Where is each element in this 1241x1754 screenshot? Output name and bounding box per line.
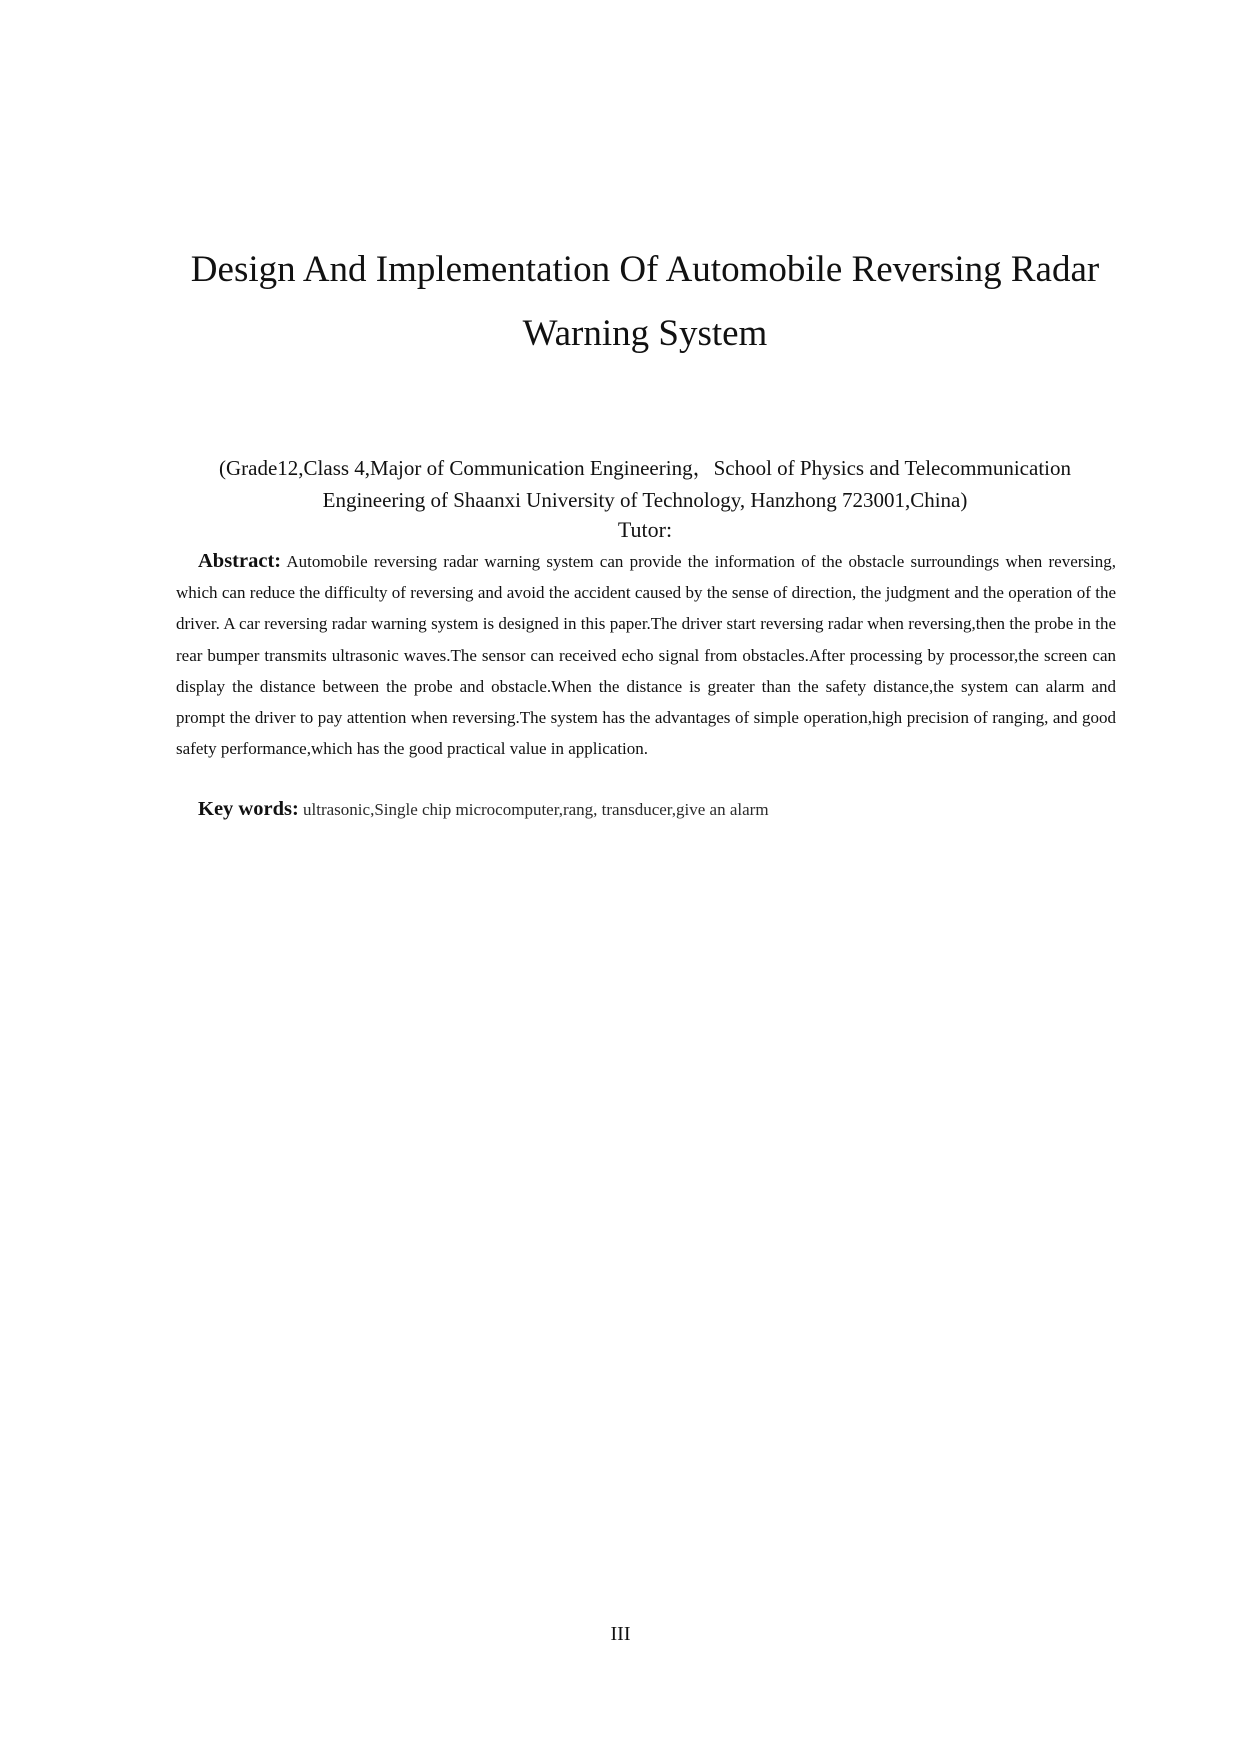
abstract-label: Abstract:: [198, 550, 282, 572]
page-number: III: [610, 1623, 631, 1645]
affiliation-line-1: (Grade12,Class 4,Major of Communication Engineering，School of Physics and Telecommunication: [219, 456, 1071, 480]
keywords-label: Key words:: [198, 798, 299, 820]
author-affiliation: [150, 452, 1140, 516]
abstract-paragraph: [176, 546, 1116, 764]
abstract-text: Automobile reversing radar warning system can provide the information of the obstacle surroundings when reversing, which can reduce the difficulty of reversing and avoid the accident caused by the sense of direction, the judgment and the operation of the driver. A car reversing radar warning system is designed in this paper.The driver start reversing radar when reversing,then the probe in the rear bumper transmits ultrasonic waves.The sensor can received echo signal from obstacles.After processing by processor,the screen can display the distance between the probe and obstacle.When the distance is greater than the safety distance,the system can alarm and prompt the driver to pay attention when reversing.The system has the advantages of simple operation,high precision of ranging, and good safety performance,which has the good practical value in application.: [176, 552, 1116, 759]
keywords-text: ultrasonic,Single chip microcomputer,rang, transducer,give an alarm: [303, 800, 769, 819]
keywords-paragraph: [176, 794, 1116, 825]
affiliation-line-2: Engineering of Shaanxi University of Technology, Hanzhong 723001,China): [322, 488, 968, 512]
paper-title-line-1: Design And Implementation Of Automobile Reversing Radar: [190, 249, 1100, 290]
paper-title: [120, 238, 1170, 366]
tutor-line: Tutor:: [617, 517, 673, 542]
paper-title-line-2: Warning System: [522, 313, 768, 354]
